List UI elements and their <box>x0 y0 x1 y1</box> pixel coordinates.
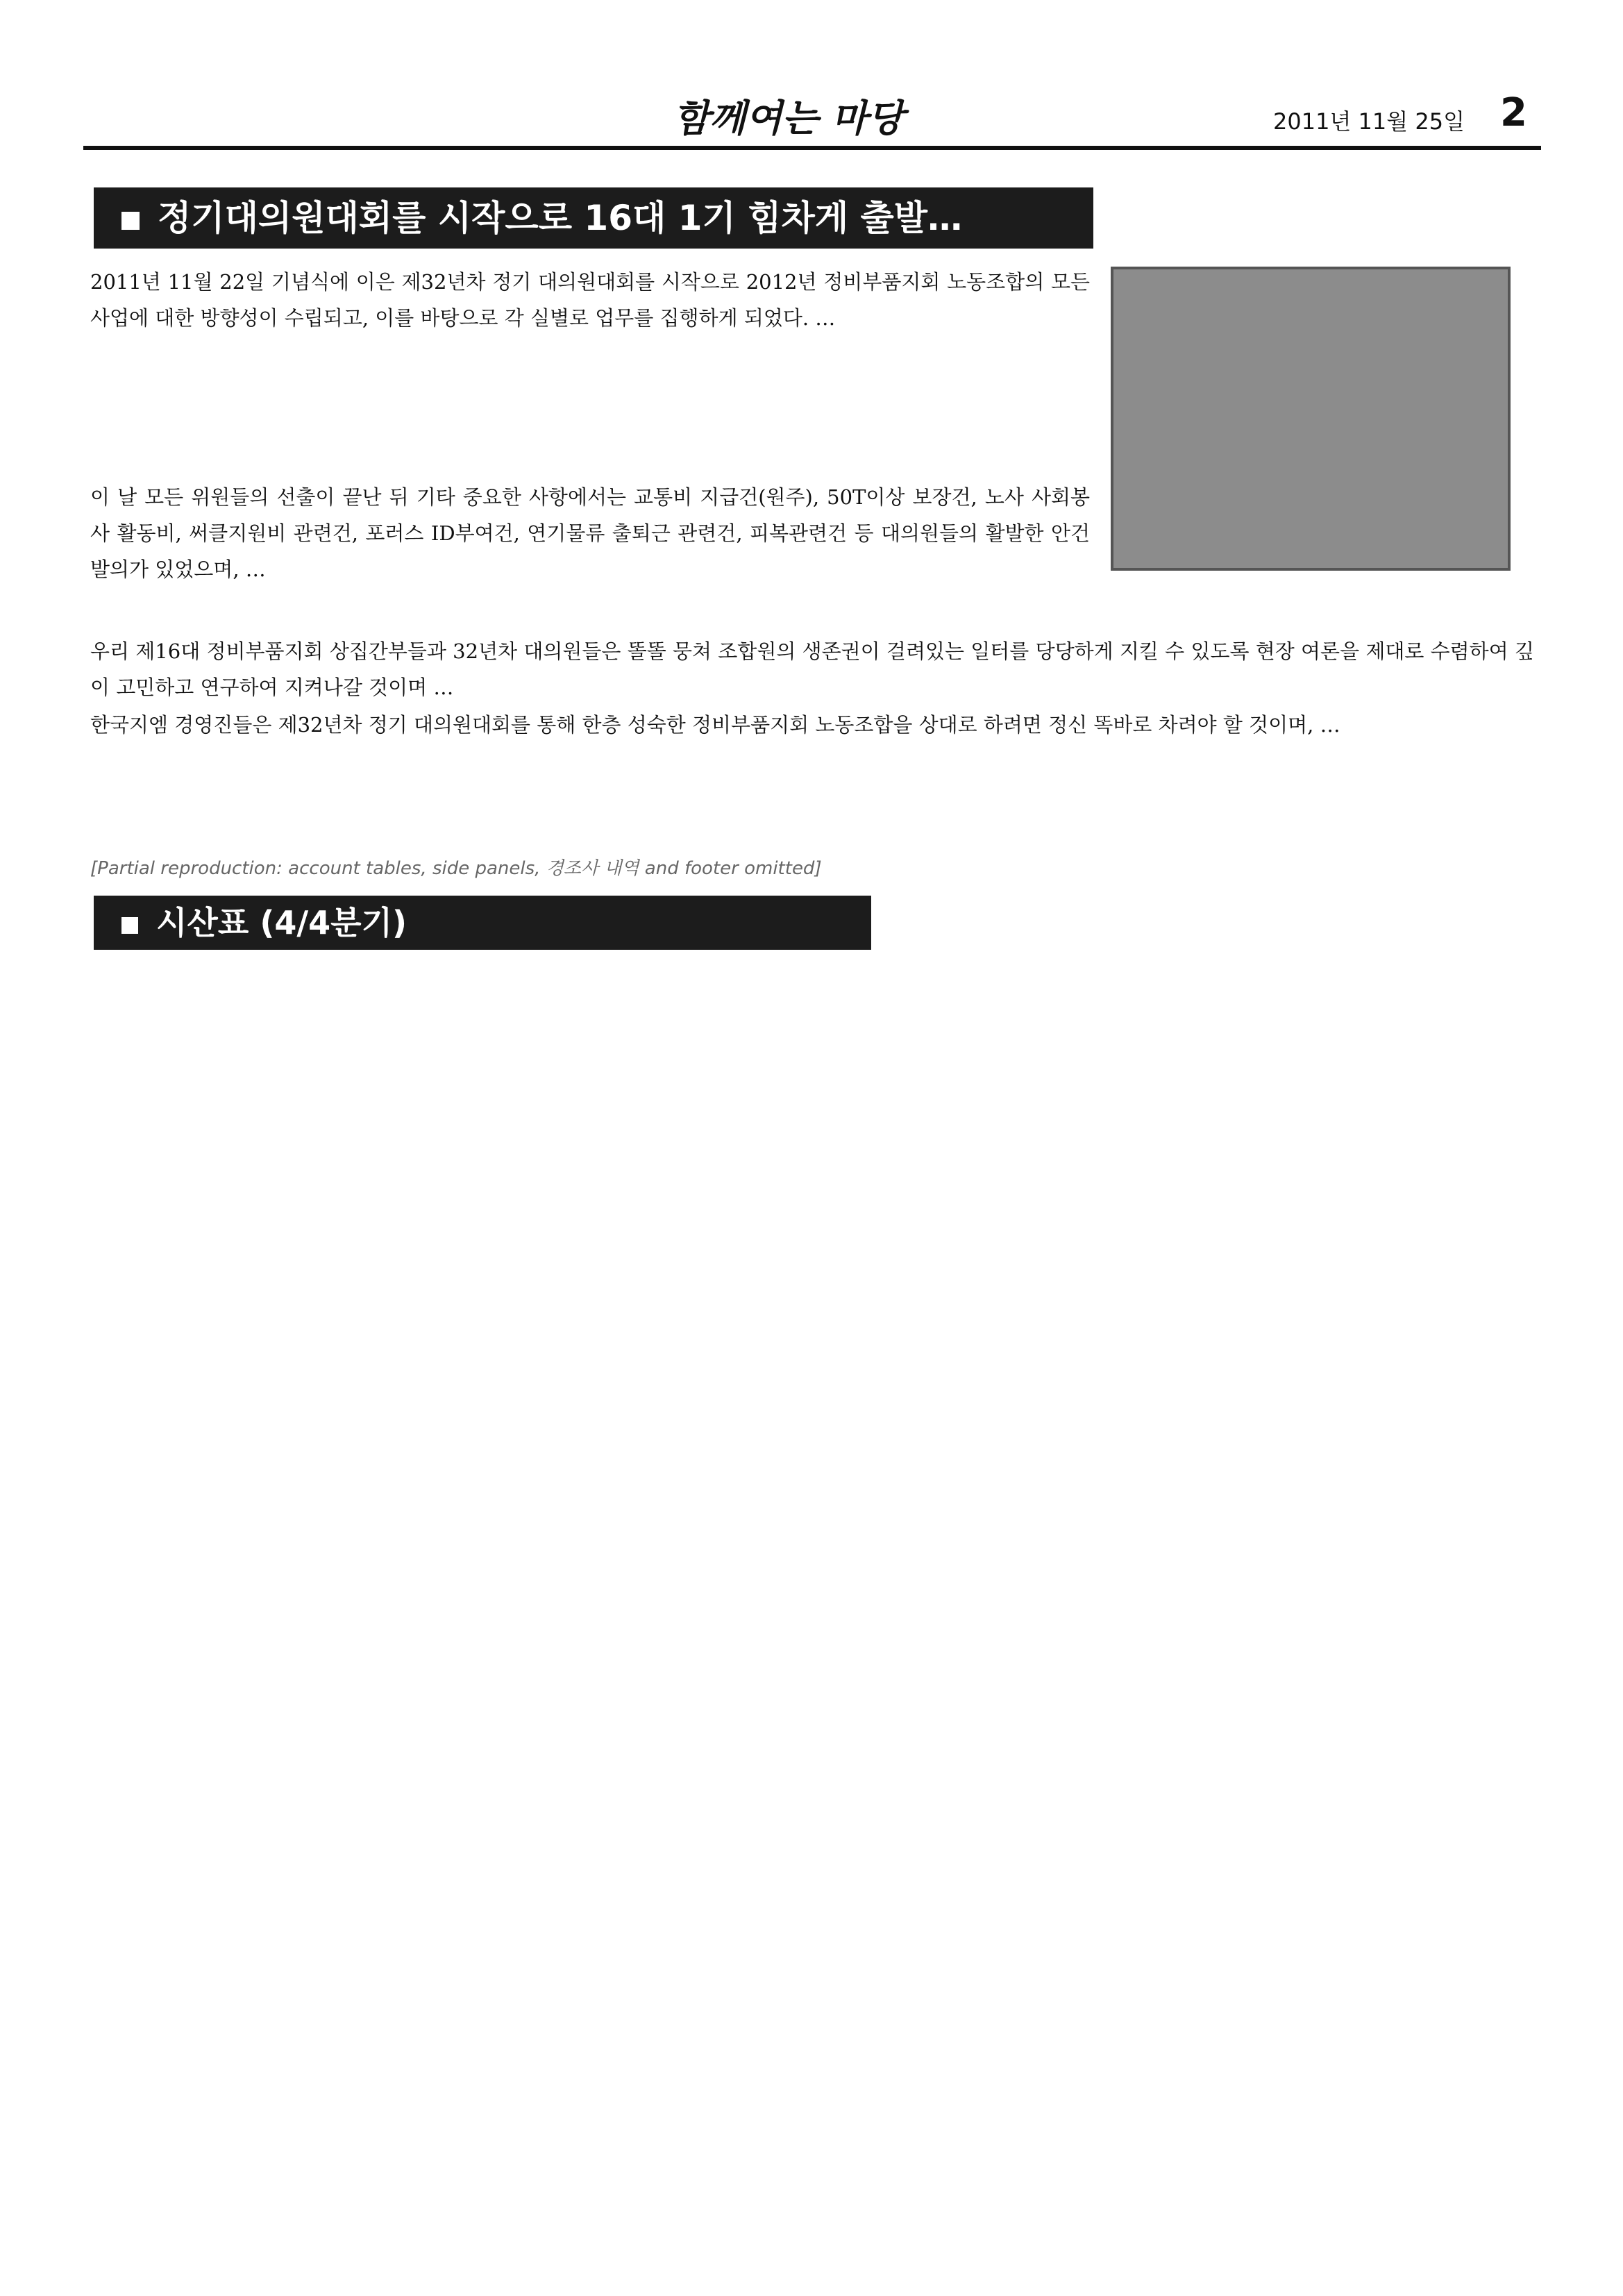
trial-balance-heading-banner <box>94 896 871 950</box>
meeting-photo <box>1111 267 1511 571</box>
article-headline: 정기대의원대회를 시작으로 16대 1기 힘차게 출발… <box>158 198 963 238</box>
article-paragraph-4: 한국지엠 경영진들은 제32년차 정기 대의원대회를 통해 한층 성숙한 정비부품지회 노동조합을 상대로 하려면 정신 똑바로 차려야 할 것이며, … <box>90 713 1340 737</box>
article-headline-banner <box>94 187 1093 249</box>
bullet-square-icon <box>121 917 138 934</box>
trial-balance-heading: 시산표 (4/4분기) <box>156 904 407 941</box>
masthead <box>83 83 1541 150</box>
article-paragraph-2: 이 날 모든 위원들의 선출이 끝난 뒤 기타 중요한 사항에서는 교통비 지급건(원주), 50T이상 보장건, 노사 사회봉사 활동비, 써클지원비 관련건, 포러스 ID부여건, 연기물류 출퇴근 관련건, 피복관련건 등 대의원들의 활발한 안건 발의가 있었으며, … <box>90 485 1090 581</box>
elision-note: [Partial reproduction: account tables, side panels, 경조사 내역 and footer omitted] <box>90 858 822 879</box>
bullet-square-icon <box>121 212 140 230</box>
article-paragraph-1: 2011년 11월 22일 기념식에 이은 제32년차 정기 대의원대회를 시작으로 2012년 정비부품지회 노동조합의 모든 사업에 대한 방향성이 수립되고, 이를 바탕으로 각 실별로 업무를 집행하게 되었다. … <box>90 270 1090 330</box>
newsletter-title: 함께여는 마당 <box>673 97 904 140</box>
issue-date: 2011년 11월 25일 <box>1273 108 1465 135</box>
page-number: 2 <box>1500 90 1527 135</box>
article-paragraph-3: 우리 제16대 정비부품지회 상집간부들과 32년차 대의원들은 똘똘 뭉쳐 조합원의 생존권이 걸려있는 일터를 당당하게 지킬 수 있도록 현장 여론을 제대로 수렴하여 깊이 고민하고 연구하여 지켜나갈 것이며 … <box>90 639 1534 699</box>
